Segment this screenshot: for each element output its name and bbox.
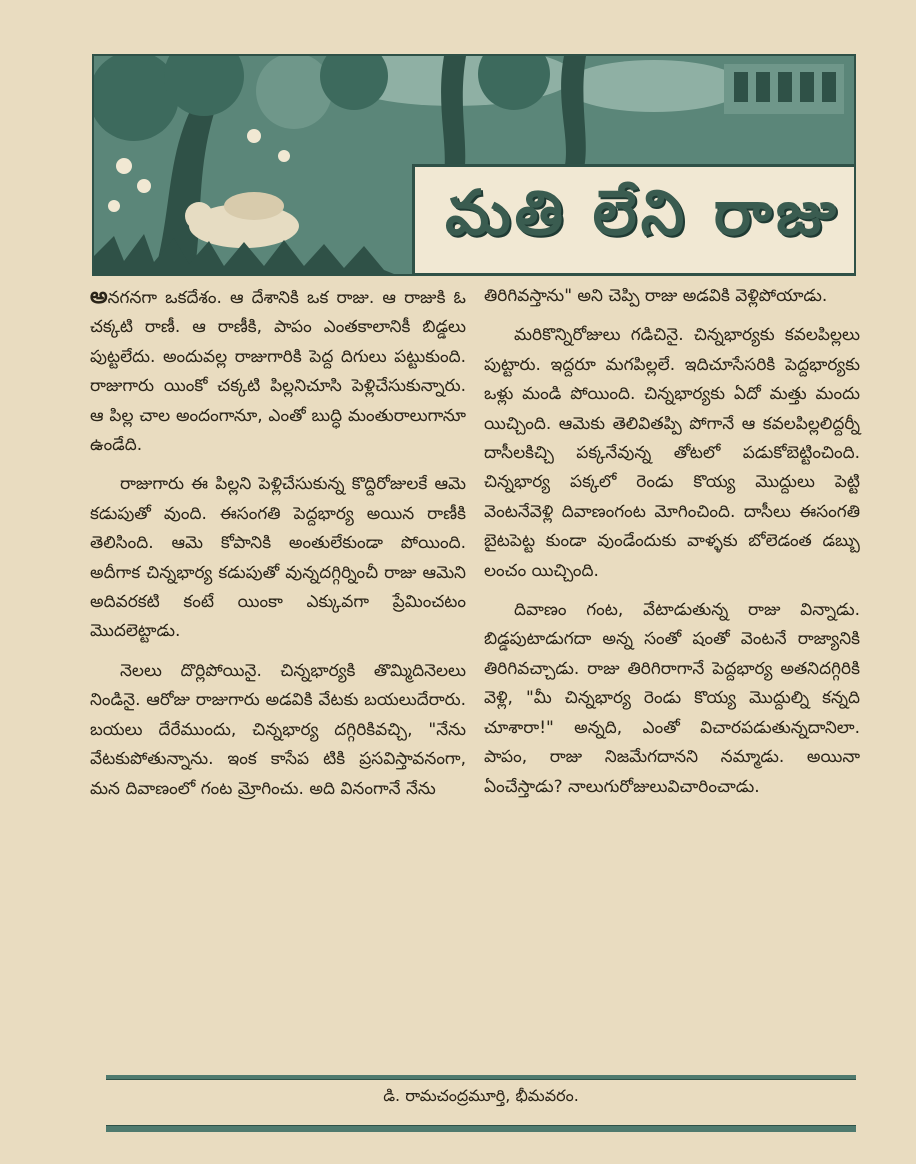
paragraph: తిరిగివస్తాను" అని చెప్పి రాజు అడవికి వెళ్లిపోయాడు. (484, 286, 828, 306)
divider-top (106, 1075, 856, 1080)
header-illustration (92, 54, 856, 276)
drop-cap: అ (90, 284, 108, 309)
paragraph: మరికొన్నిరోజులు గడిచినై. చిన్నభార్యకు కవలపిల్లలు పుట్టారు. ఇద్దరూ మగపిల్లలే. ఇదిచూసేసరికి పెద్దభార్యకు ఒళ్లు మండి పోయింది. చిన్నభార్యకు ఏదో మత్తు మందు యిచ్చింది. ఆమెకు తెలివితప్పి పోగానే ఆ కవలపిల్లలిద్దర్నీ దాసీలకిచ్చి పక్కనేవున్న తోటలో పడుకోబెట్టించింది. చిన్నభార్య పక్కలో రెండు కొయ్య మొద్దులు పెట్టి వెంటనేవెళ్లి దివాణంగంట మోగించింది. దాసీలు ఈసంగతి బైటపెట్ట కుండా వుండేందుకు వాళ్ళకు బోలెడంత డబ్బు లంచం యిచ్చింది. (484, 325, 860, 581)
paragraph (90, 282, 466, 460)
paragraph: రాజుగారు ఈ పిల్లని పెళ్లిచేసుకున్న కొద్దిరోజులకే ఆమె కడుపుతో వుంది. ఈసంగతి పెద్దభార్య అయిన రాణీకి తెలిసింది. ఆమె కోపానికి అంతులేకుండా పోయింది. అదీగాక చిన్నభార్య కడుపుతో వున్నదగ్గిర్నించీ రాజు ఆమెని అదివరకటి కంటే యింకా ఎక్కువగా ప్రేమించటం మొదలెట్టాడు. (90, 474, 466, 642)
right-column (484, 282, 860, 812)
divider-bottom (106, 1125, 856, 1132)
author-credit: డి. రామచంద్రమూర్తి, భీమవరం. (383, 1086, 579, 1105)
paragraph-text: నగనగా ఒకదేశం. ఆ దేశానికి ఒక రాజు. ఆ రాజుకి ఓ చక్కటి రాణీ. ఆ రాణీకి, పాపం ఎంతకాలానికీ బిడ్డలు పుట్టలేదు. అందువల్ల రాజుగారికి పెద్ద దిగులు పట్టుకుంది. రాజుగారు యింకో చక్కటి పిల్లనిచూసి పెళ్లిచేసుకున్నారు. ఆ పిల్ల చాల అందంగానూ, ఎంతో బుద్ధి మంతురాలుగానూ ఉండేది. (90, 288, 466, 456)
left-column (90, 282, 466, 814)
paragraph: దివాణం గంట, వేటాడుతున్న రాజు విన్నాడు. బిడ్డపుటాడుగదా అన్న సంతో షంతో వెంటనే రాజ్యానికి తిరిగివచ్చాడు. రాజు తిరిగిరాగానే పెద్దభార్య అతనిదగ్గిరికి వెళ్లి, "మీ చిన్నభార్య రెండు కొయ్య మొద్దుల్ని కన్నది చూశారా!" అన్నది, ఎంతో విచారపడుతున్నదానిలా. పాపం, రాజు నిజమేగదానని నమ్మాడు. అయినా ఏంచేస్తాడు? నాలుగురోజులువిచారించాడు. (484, 600, 860, 797)
story-title: మతి లేని రాజు (445, 176, 840, 249)
paragraph: నెలలు దొర్లిపోయినై. చిన్నభార్యకి తొమ్మిదినెలలు నిండినై. ఆరోజు రాజుగారు అడవికి వేటకు బయలుదేరారు. బయలు దేరేముందు, చిన్నభార్య దగ్గిరికివచ్చి, "నేను వేటకుపోతున్నాను. ఇంక కాసేప టికి ప్రసవిస్తావనంగా, మన దివాణంలో గంట మ్రోగించు. అది వినంగానే నేను (90, 660, 466, 799)
title-box (412, 164, 856, 276)
